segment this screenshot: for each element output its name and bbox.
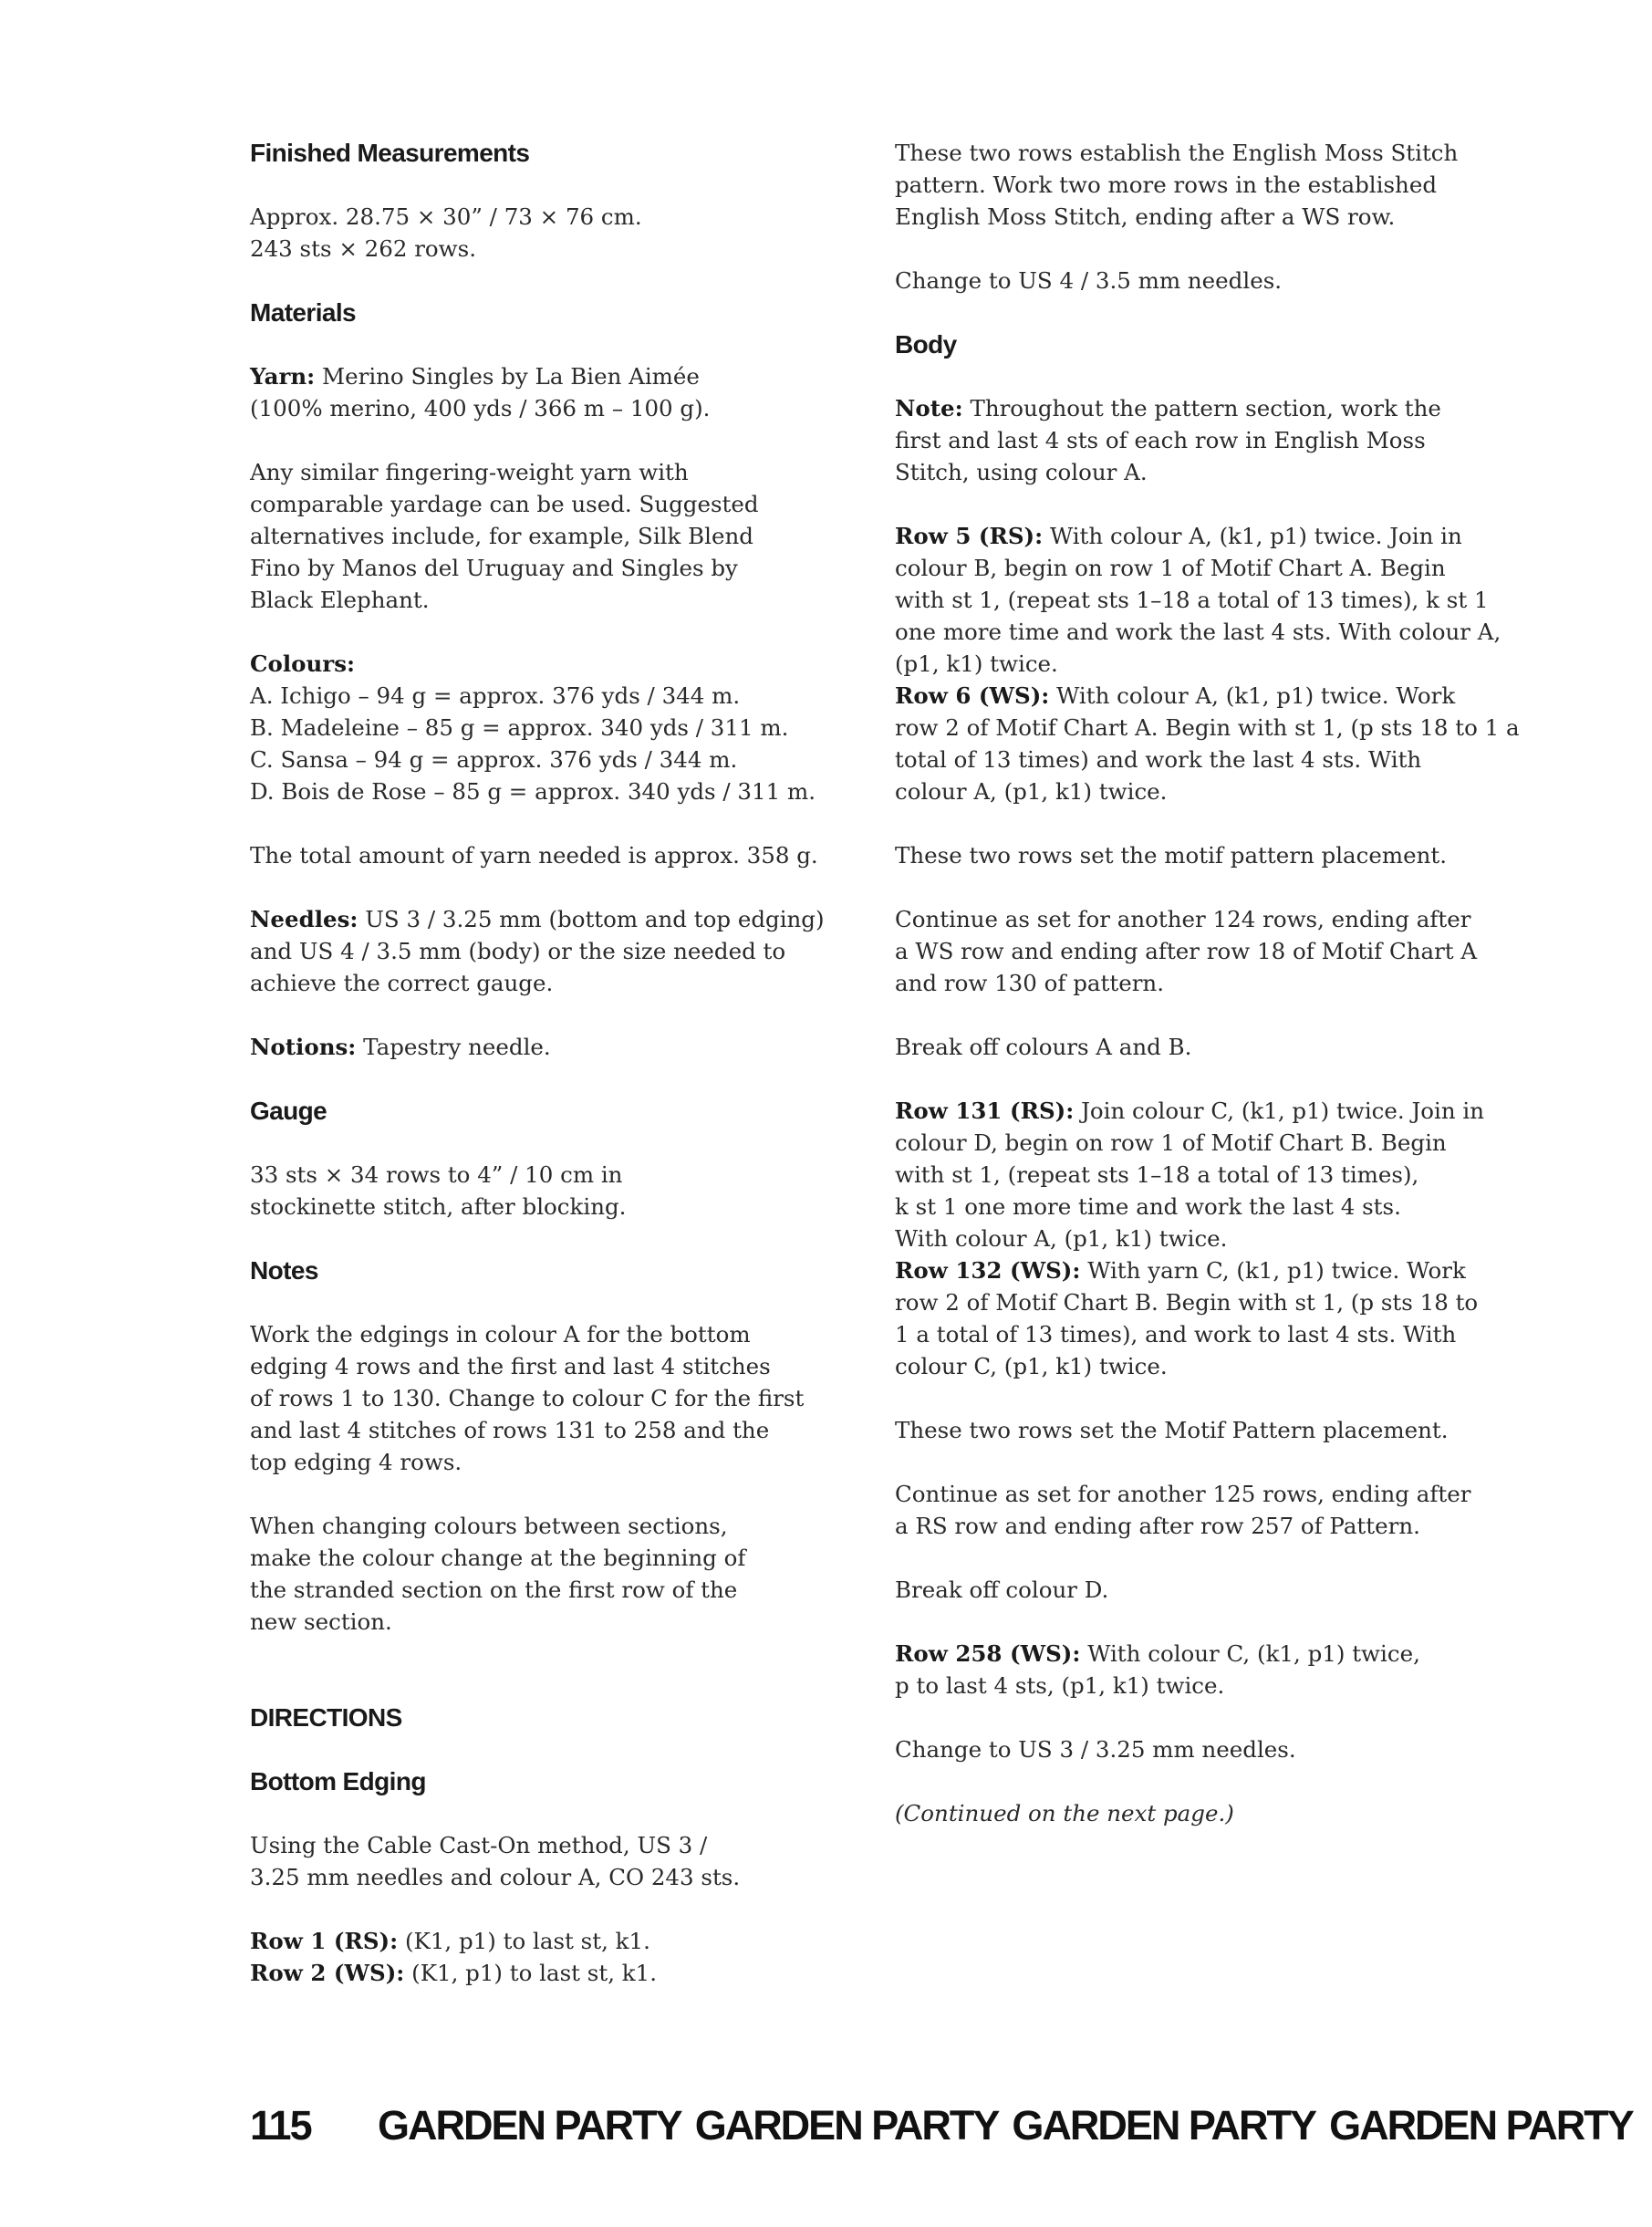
- gauge-text: 33 sts × 34 rows to 4” / 10 cm in stockinette stitch, after blocking.: [250, 1161, 627, 1220]
- cast-on-text: Using the Cable Cast-On method, US 3 / 3.25 mm needles and colour A, CO 243 sts.: [250, 1832, 741, 1890]
- break-colours-text-1: Break off colours A and B.: [895, 1034, 1192, 1060]
- directions-heading: DIRECTIONS: [250, 1703, 402, 1732]
- continue-text-2: Continue as set for another 125 rows, ending after a RS row and ending after row 257 of Pattern.: [895, 1481, 1471, 1539]
- colour-c: C. Sansa – 94 g = approx. 376 yds / 344 m.: [250, 746, 738, 773]
- finished-measurements-heading: Finished Measurements: [250, 139, 530, 167]
- finished-measurements-text: Approx. 28.75 × 30” / 73 × 76 cm. 243 sts × 262 rows.: [250, 203, 642, 262]
- body-note: Note: Throughout the pattern section, work the first and last 4 sts of each row in English Moss Stitch, using colour A.: [895, 395, 1441, 485]
- motif-placement-text-1: These two rows set the motif pattern placement.: [895, 842, 1448, 869]
- left-column: [250, 137, 834, 2021]
- running-title: GARDEN PARTY: [694, 2102, 999, 2149]
- notes-heading: Notes: [250, 1256, 318, 1285]
- gauge-heading: Gauge: [250, 1097, 327, 1125]
- continued-note: (Continued on the next page.): [895, 1800, 1234, 1826]
- running-title: GARDEN PARTY: [1012, 2102, 1316, 2149]
- needles-text: Needles: US 3 / 3.25 mm (bottom and top edging) and US 4 / 3.5 mm (body) or the size needed to achieve the correct gauge.: [250, 906, 825, 996]
- yarn-text: Yarn: Merino Singles by La Bien Aimée (100% merino, 400 yds / 366 m – 100 g).: [250, 363, 711, 421]
- moss-stitch-text: These two rows establish the English Moss Stitch pattern. Work two more rows in the established English Moss Stitch, ending after a WS row.: [895, 140, 1459, 230]
- rows-5-6: Row 5 (RS): With colour A, (k1, p1) twice. Join in colour B, begin on row 1 of Motif Chart A. Begin with st 1, (repeat sts 1–18 a total of 13 times), k st 1 one more time and work the last 4 sts. With colour A, (p1, k1) twice. Row 6 (WS): With colour A, (k1, p1) twice. Work row 2 of Motif Chart A. Begin with st 1, (p sts 18 to 1 a total of 13 times) and work the last 4 sts. With colour A, (p1, k1) twice.: [895, 520, 1497, 807]
- continue-text-1: Continue as set for another 124 rows, ending after a WS row and ending after row 18 of Motif Chart A and row 130 of pattern.: [895, 906, 1478, 996]
- colour-b: B. Madeleine – 85 g = approx. 340 yds / 311 m.: [250, 714, 789, 741]
- row-6: Row 6 (WS): With colour A, (k1, p1) twice. Work: [895, 682, 1456, 709]
- row-131: Row 131 (RS): Join colour C, (k1, p1) twice. Join in: [895, 1098, 1485, 1124]
- colours-list: Colours: A. Ichigo – 94 g = approx. 376 yds / 344 m. B. Madeleine – 85 g = approx. 340 yds / 311 m. C. Sansa – 94 g = approx. 376 yds / 344 m. D. Bois de Rose – 85 g = approx. 340 yds / 311 m.: [250, 648, 834, 807]
- notions-text: Notions: Tapestry needle.: [250, 1034, 551, 1060]
- running-title: GARDEN PARTY: [1329, 2102, 1633, 2149]
- rows-131-132: Row 131 (RS): Join colour C, (k1, p1) twice. Join in colour D, begin on row 1 of Motif Chart B. Begin with st 1, (repeat sts 1–18 a total of 13 times), k st 1 one more time and work the last 4 sts. With colour A, (p1, k1) twice. Row 132 (WS): With yarn C, (k1, p1) twice. Work row 2 of Motif Chart B. Begin with st 1, (p sts 18 to 1 a total of 13 times), and work to last 4 sts. With colour C, (p1, k1) twice.: [895, 1095, 1497, 1382]
- body-heading: Body: [895, 330, 957, 359]
- notes-paragraph-2: When changing colours between sections, make the colour change at the beginning of the stranded section on the first row of the new section.: [250, 1513, 746, 1635]
- running-title: GARDEN PARTY: [378, 2102, 681, 2149]
- right-column: [895, 137, 1520, 1861]
- change-needles-text-1: Change to US 4 / 3.5 mm needles.: [895, 267, 1283, 294]
- bottom-edging-heading: Bottom Edging: [250, 1767, 426, 1795]
- motif-placement-text-2: These two rows set the Motif Pattern placement.: [895, 1417, 1449, 1443]
- colour-a: A. Ichigo – 94 g = approx. 376 yds / 344 m.: [250, 682, 741, 709]
- row-258: Row 258 (WS): With colour C, (k1, p1) twice, p to last 4 sts, (p1, k1) twice.: [895, 1640, 1420, 1699]
- row-2: Row 2 (WS): (K1, p1) to last st, k1.: [250, 1960, 658, 1986]
- edging-rows: [250, 1925, 834, 1989]
- break-colours-text-2: Break off colour D.: [895, 1577, 1109, 1603]
- materials-heading: Materials: [250, 298, 356, 327]
- alternatives-text: Any similar fingering-weight yarn with comparable yardage can be used. Suggested alternatives include, for example, Silk Blend Fino by Manos del Uruguay and Singles by Black Elephant.: [250, 459, 759, 613]
- change-needles-text-2: Change to US 3 / 3.25 mm needles.: [895, 1736, 1296, 1763]
- row-5: Row 5 (RS): With colour A, (k1, p1) twice. Join in: [895, 523, 1462, 549]
- notes-paragraph-1: Work the edgings in colour A for the bottom edging 4 rows and the first and last 4 stitches of rows 1 to 130. Change to colour C for the first and last 4 stitches of rows 131 to 258 and the top edging 4 rows.: [250, 1321, 805, 1475]
- row-132: Row 132 (WS): With yarn C, (k1, p1) twice. Work: [895, 1257, 1466, 1284]
- page-number: 115: [250, 2102, 311, 2149]
- page-footer: [250, 2098, 1647, 2153]
- row-1: Row 1 (RS): (K1, p1) to last st, k1.: [250, 1928, 650, 1954]
- total-yarn-text: The total amount of yarn needed is approx. 358 g.: [250, 842, 818, 869]
- colour-d: D. Bois de Rose – 85 g = approx. 340 yds / 311 m.: [250, 778, 816, 805]
